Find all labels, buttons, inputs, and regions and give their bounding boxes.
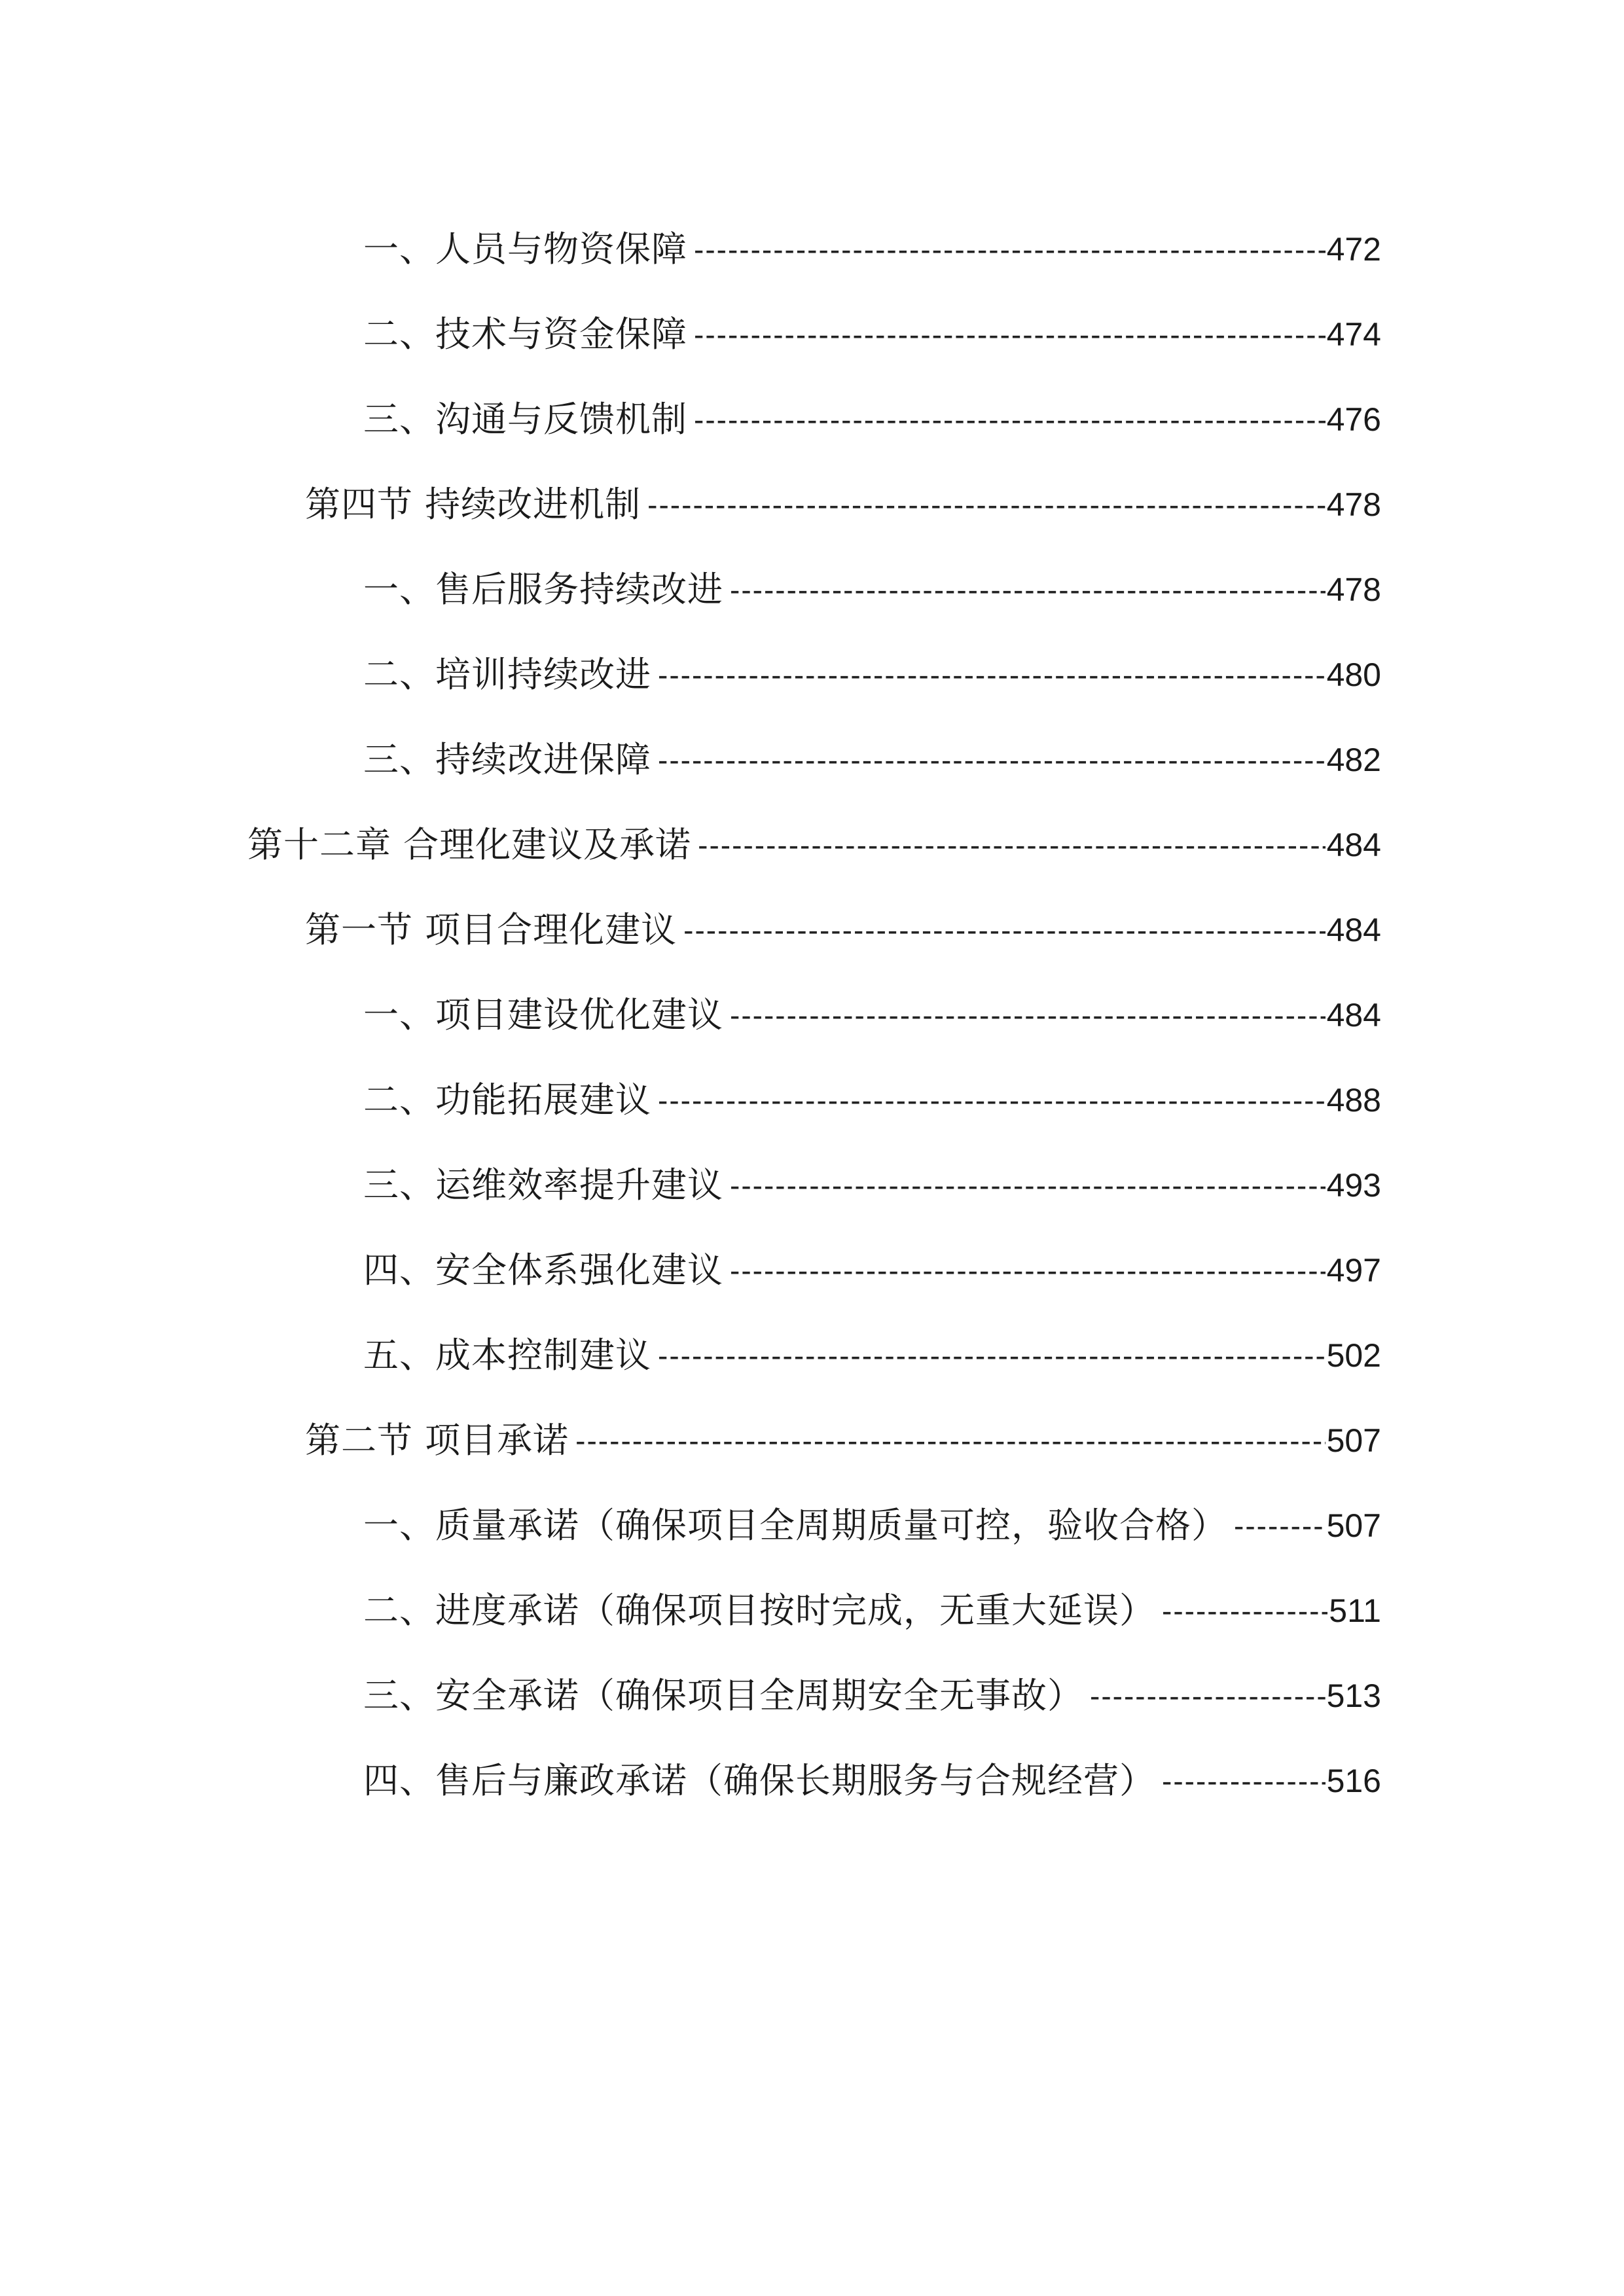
toc-entry-page: 476	[1326, 401, 1381, 438]
toc-leader-dashes	[730, 567, 1326, 613]
toc-entry-page: 507	[1326, 1507, 1381, 1544]
toc-leader-dashes	[1162, 1588, 1327, 1634]
toc-leader-dashes	[658, 737, 1326, 783]
toc-entry[interactable]	[0, 717, 1624, 802]
toc-entry-page: 482	[1326, 742, 1381, 778]
toc-entry-title: 第四节 持续改进机制	[305, 484, 641, 525]
toc-leader-dashes	[1090, 1673, 1326, 1719]
toc-entry-title: 二、功能拓展建议	[363, 1079, 651, 1121]
toc-section-entry[interactable]	[0, 1398, 1624, 1483]
toc-entry-title: 一、售后服务持续改进	[363, 569, 723, 610]
toc-entry-page: 472	[1326, 231, 1381, 268]
toc-entry-page: 493	[1326, 1167, 1381, 1204]
toc-entry[interactable]	[0, 1653, 1624, 1738]
toc-entry[interactable]	[0, 1143, 1624, 1228]
toc-entry-title: 三、运维效率提升建议	[363, 1164, 723, 1206]
toc-entry-title: 第二节 项目承诺	[305, 1420, 569, 1461]
toc-entry[interactable]	[0, 547, 1624, 632]
toc-entry-page: 484	[1326, 827, 1381, 863]
toc-leader-dashes	[1162, 1758, 1326, 1804]
toc-leader-dashes	[698, 822, 1325, 868]
toc-entry-title: 五、成本控制建议	[363, 1335, 651, 1376]
toc-entry[interactable]	[0, 377, 1624, 462]
toc-entry-page: 480	[1326, 656, 1381, 693]
toc-entry-title: 二、培训持续改进	[363, 654, 651, 695]
toc-entry-page: 497	[1326, 1252, 1381, 1289]
toc-entry[interactable]	[0, 1738, 1624, 1823]
toc-entry-title: 第十二章 合理化建议及承诺	[247, 824, 692, 865]
toc-entry-title: 四、售后与廉政承诺（确保长期服务与合规经营）	[363, 1760, 1155, 1801]
toc-entry-page: 478	[1326, 486, 1381, 523]
toc-entry-page: 502	[1326, 1337, 1381, 1374]
toc-entry[interactable]	[0, 1483, 1624, 1568]
toc-leader-dashes	[730, 1162, 1326, 1208]
toc-leader-dashes	[694, 397, 1326, 442]
toc-leader-dashes	[575, 1418, 1325, 1463]
toc-entry-page: 484	[1326, 912, 1381, 948]
toc-entry-page: 474	[1326, 316, 1381, 353]
toc-entry-title: 四、安全体系强化建议	[363, 1249, 723, 1291]
toc-entry[interactable]	[0, 1228, 1624, 1313]
toc-entry-title: 三、安全承诺（确保项目全周期安全无事故）	[363, 1675, 1083, 1716]
toc-entry[interactable]	[0, 1313, 1624, 1398]
toc-entry-page: 516	[1326, 1763, 1381, 1799]
toc-leader-dashes	[694, 226, 1326, 272]
toc-leader-dashes	[694, 312, 1326, 357]
toc-entry-page: 513	[1326, 1677, 1381, 1714]
toc-chapter-entry[interactable]	[0, 802, 1624, 888]
toc-entry-title: 二、进度承诺（确保项目按时完成，无重大延误）	[363, 1590, 1155, 1631]
toc-entry-title: 一、项目建设优化建议	[363, 994, 723, 1035]
toc-leader-dashes	[730, 992, 1326, 1038]
toc-entry-title: 三、持续改进保障	[363, 739, 651, 780]
toc-entry[interactable]	[0, 1568, 1624, 1653]
toc-leader-dashes	[658, 1077, 1326, 1123]
toc-leader-dashes	[1234, 1503, 1326, 1549]
toc-entry[interactable]	[0, 632, 1624, 717]
toc-entry-page: 484	[1326, 997, 1381, 1033]
toc-entry[interactable]	[0, 1058, 1624, 1143]
toc-entry-title: 一、人员与物资保障	[363, 228, 687, 270]
toc-entry-title: 第一节 项目合理化建议	[305, 909, 677, 950]
toc-entry[interactable]	[0, 292, 1624, 377]
toc-section-entry[interactable]	[0, 888, 1624, 973]
toc-entry[interactable]	[0, 207, 1624, 292]
toc-entry-title: 三、沟通与反馈机制	[363, 399, 687, 440]
toc-entry-title: 二、技术与资金保障	[363, 314, 687, 355]
toc-entry-title: 一、质量承诺（确保项目全周期质量可控，验收合格）	[363, 1505, 1227, 1546]
toc-entry-page: 488	[1326, 1082, 1381, 1119]
toc-leader-dashes	[683, 907, 1325, 953]
toc-leader-dashes	[730, 1247, 1326, 1293]
toc-entry-page: 511	[1329, 1592, 1381, 1629]
table-of-contents	[0, 207, 1624, 1823]
toc-entry-page: 478	[1326, 571, 1381, 608]
toc-entry[interactable]	[0, 973, 1624, 1058]
toc-leader-dashes	[658, 1333, 1326, 1378]
toc-leader-dashes	[647, 482, 1325, 528]
toc-entry-page: 507	[1326, 1422, 1381, 1459]
toc-section-entry[interactable]	[0, 462, 1624, 547]
toc-leader-dashes	[658, 652, 1326, 698]
